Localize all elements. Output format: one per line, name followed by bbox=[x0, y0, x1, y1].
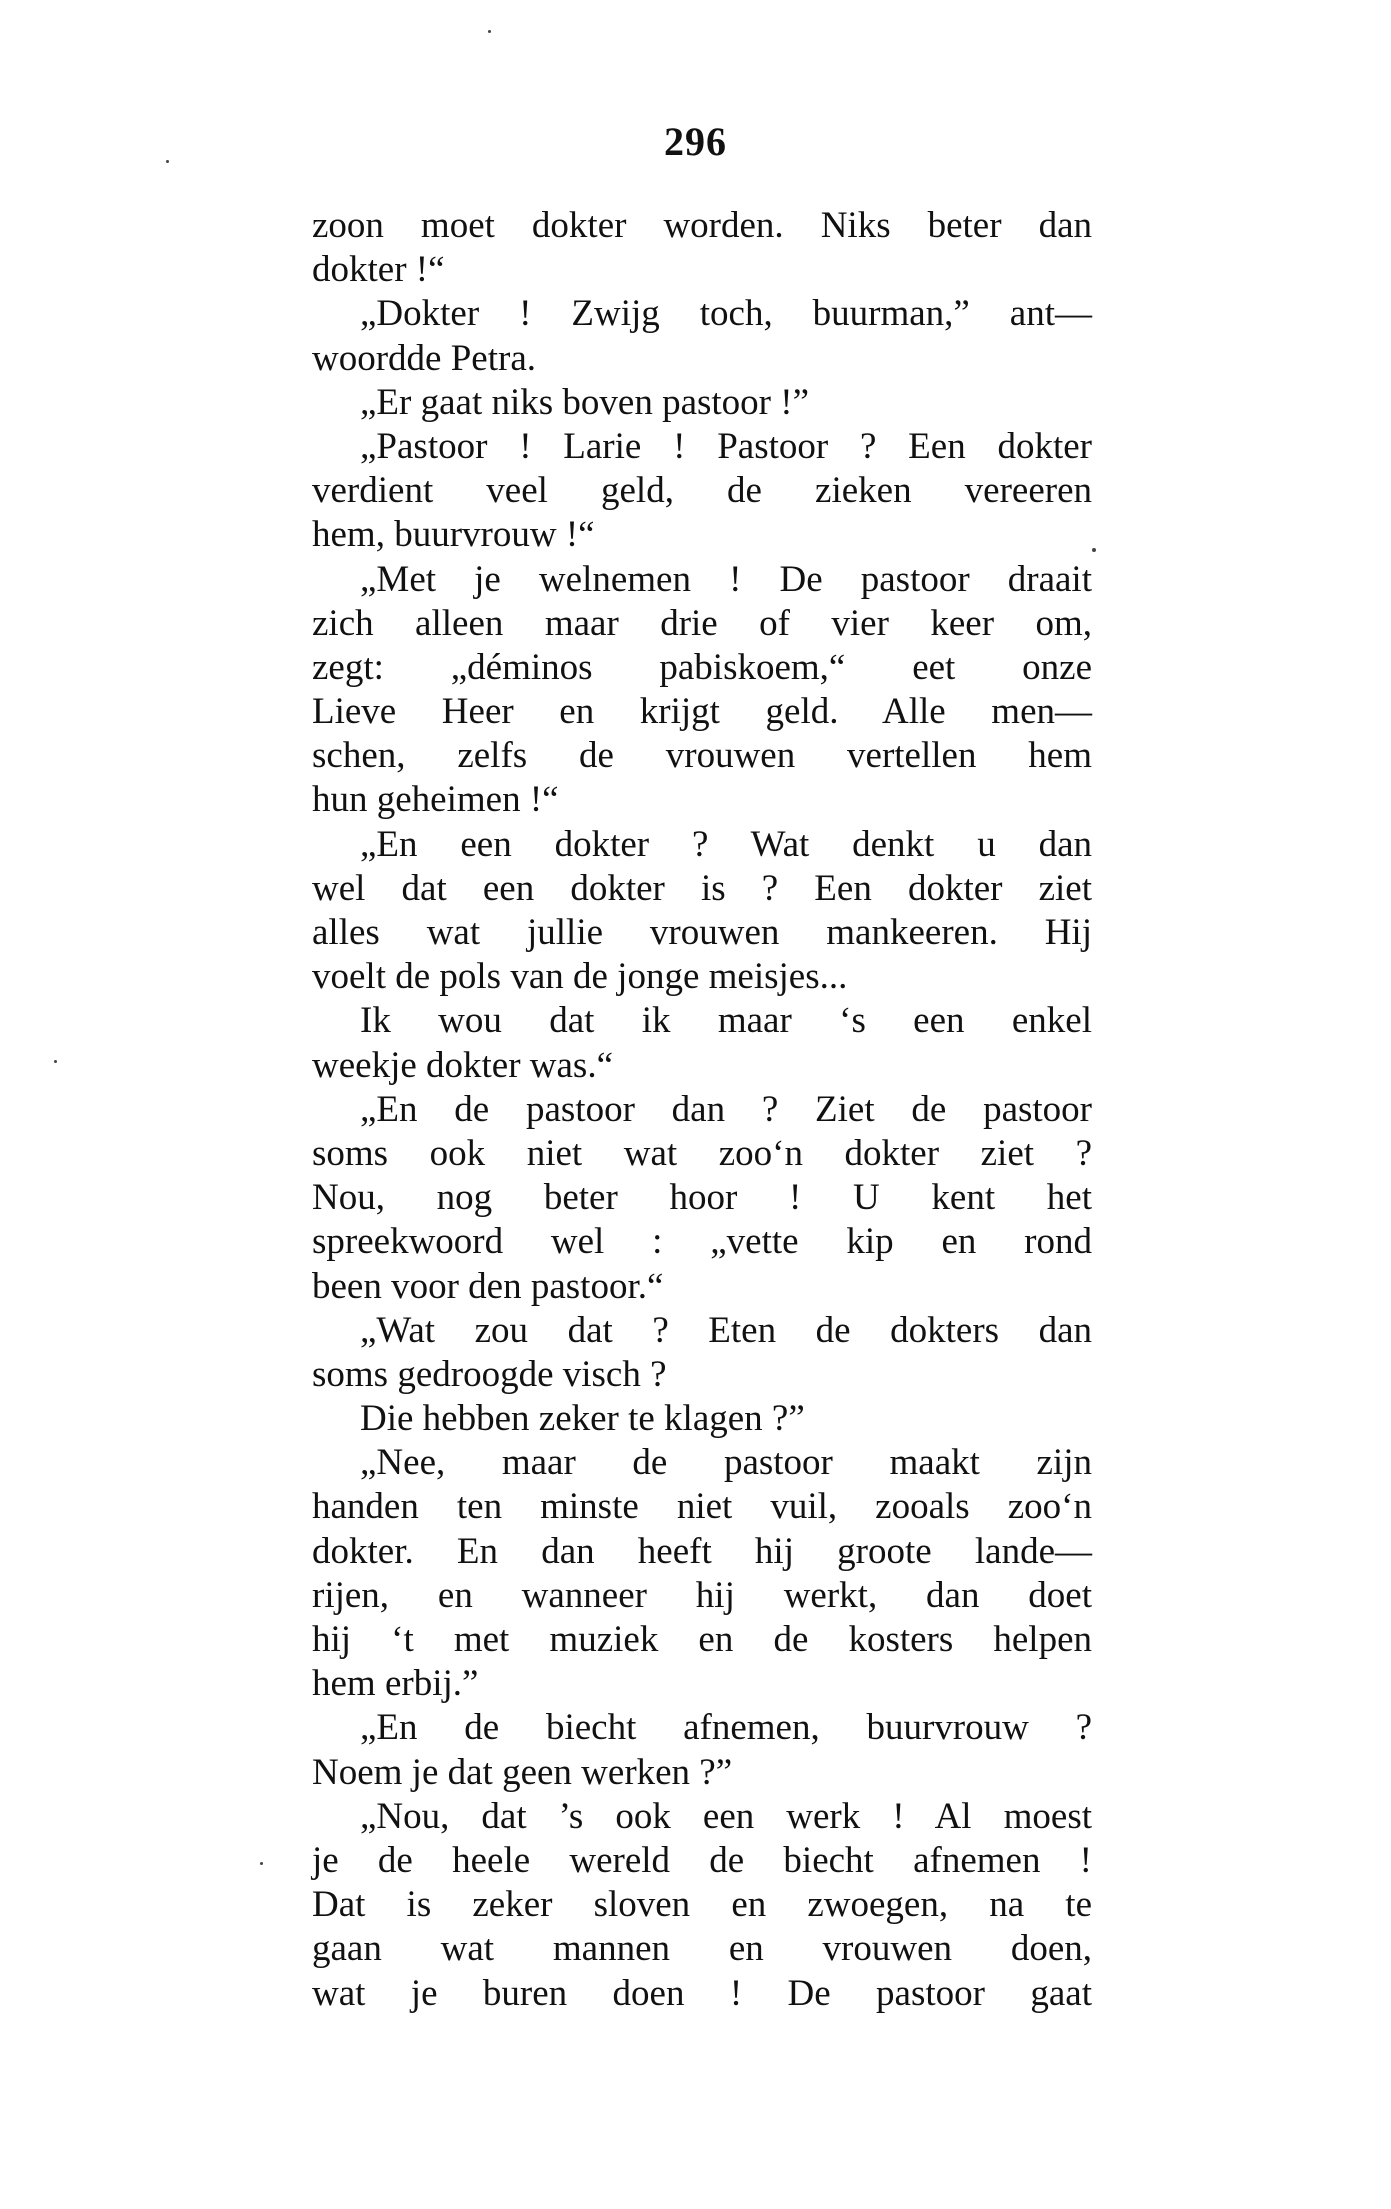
text-line: „Pastoor ! Larie ! Pastoor ? Een dokter bbox=[360, 425, 1092, 467]
text-line: weekje dokter was.“ bbox=[312, 1044, 614, 1086]
text-line: soms gedroogde visch ? bbox=[312, 1353, 667, 1395]
text-line: schen, zelfs de vrouwen vertellen hem bbox=[312, 735, 1092, 777]
text-line: hem erbij.” bbox=[312, 1663, 479, 1705]
body-text bbox=[312, 204, 1092, 2016]
text-line: alles wat jullie vrouwen mankeeren. Hij bbox=[312, 912, 1092, 953]
text-line: gaan wat mannen en vrouwen doen, bbox=[312, 1928, 1092, 1970]
text-line: Nou, nog beter hoor ! U kent het bbox=[312, 1177, 1092, 1219]
text-line: „Nou, dat ’s ook een werk ! Al moest bbox=[360, 1795, 1092, 1837]
text-line: „Met je welnemen ! De pastoor draait bbox=[360, 558, 1092, 600]
scan-speck bbox=[1092, 548, 1096, 552]
text-line: spreekwoord wel : „vette kip en rond bbox=[312, 1221, 1092, 1263]
text-line: Die hebben zeker te klagen ?” bbox=[360, 1398, 805, 1440]
text-line: zegt: „déminos pabiskoem,“ eet onze bbox=[312, 646, 1092, 688]
text-line: „En een dokter ? Wat denkt u dan bbox=[360, 823, 1092, 865]
text-line: zoon moet dokter worden. Niks beter dan bbox=[312, 205, 1092, 246]
text-line: „Dokter ! Zwijg toch, buurman,” ant— bbox=[360, 293, 1092, 335]
scan-speck bbox=[54, 1060, 57, 1063]
text-line: hem, buurvrouw !“ bbox=[312, 514, 595, 556]
text-line: „Nee, maar de pastoor maakt zijn bbox=[360, 1442, 1092, 1484]
text-line: hun geheimen !“ bbox=[312, 779, 559, 821]
text-line: „En de biecht afnemen, buurvrouw ? bbox=[360, 1707, 1092, 1749]
text-line: dokter. En dan heeft hij groote lande— bbox=[312, 1530, 1092, 1572]
scan-speck bbox=[260, 1862, 263, 1865]
text-line: wel dat een dokter is ? Een dokter ziet bbox=[312, 867, 1092, 909]
text-line: „Er gaat niks boven pastoor !” bbox=[360, 381, 809, 423]
text-line: hij ‘t met muziek en de kosters helpen bbox=[312, 1619, 1092, 1660]
text-line: „Wat zou dat ? Eten de dokters dan bbox=[360, 1309, 1092, 1351]
text-line: Dat is zeker sloven en zwoegen, na te bbox=[312, 1884, 1092, 1926]
text-line: Lieve Heer en krijgt geld. Alle men— bbox=[312, 691, 1092, 733]
text-line: wat je buren doen ! De pastoor gaat bbox=[312, 1972, 1092, 2014]
text-line: voelt de pols van de jonge meisjes... bbox=[312, 956, 848, 998]
text-line: Noem je dat geen werken ?” bbox=[312, 1751, 733, 1793]
text-line: handen ten minste niet vuil, zooals zoo‘n bbox=[312, 1486, 1092, 1528]
text-line: verdient veel geld, de zieken vereeren bbox=[312, 470, 1092, 512]
text-line: „En de pastoor dan ? Ziet de pastoor bbox=[360, 1088, 1092, 1130]
text-line: je de heele wereld de biecht afnemen ! bbox=[312, 1839, 1092, 1881]
text-line: Ik wou dat ik maar ‘s een enkel bbox=[360, 1000, 1092, 1042]
scan-speck bbox=[488, 30, 491, 33]
text-line: been voor den pastoor.“ bbox=[312, 1265, 664, 1307]
text-line: rijen, en wanneer hij werkt, dan doet bbox=[312, 1574, 1092, 1616]
text-line: soms ook niet wat zoo‘n dokter ziet ? bbox=[312, 1132, 1092, 1174]
scan-speck bbox=[166, 160, 169, 163]
text-line: zich alleen maar drie of vier keer om, bbox=[312, 602, 1092, 644]
text-line: woordde Petra. bbox=[312, 337, 536, 379]
text-line: dokter !“ bbox=[312, 249, 445, 291]
page-number: 296 bbox=[664, 119, 727, 164]
